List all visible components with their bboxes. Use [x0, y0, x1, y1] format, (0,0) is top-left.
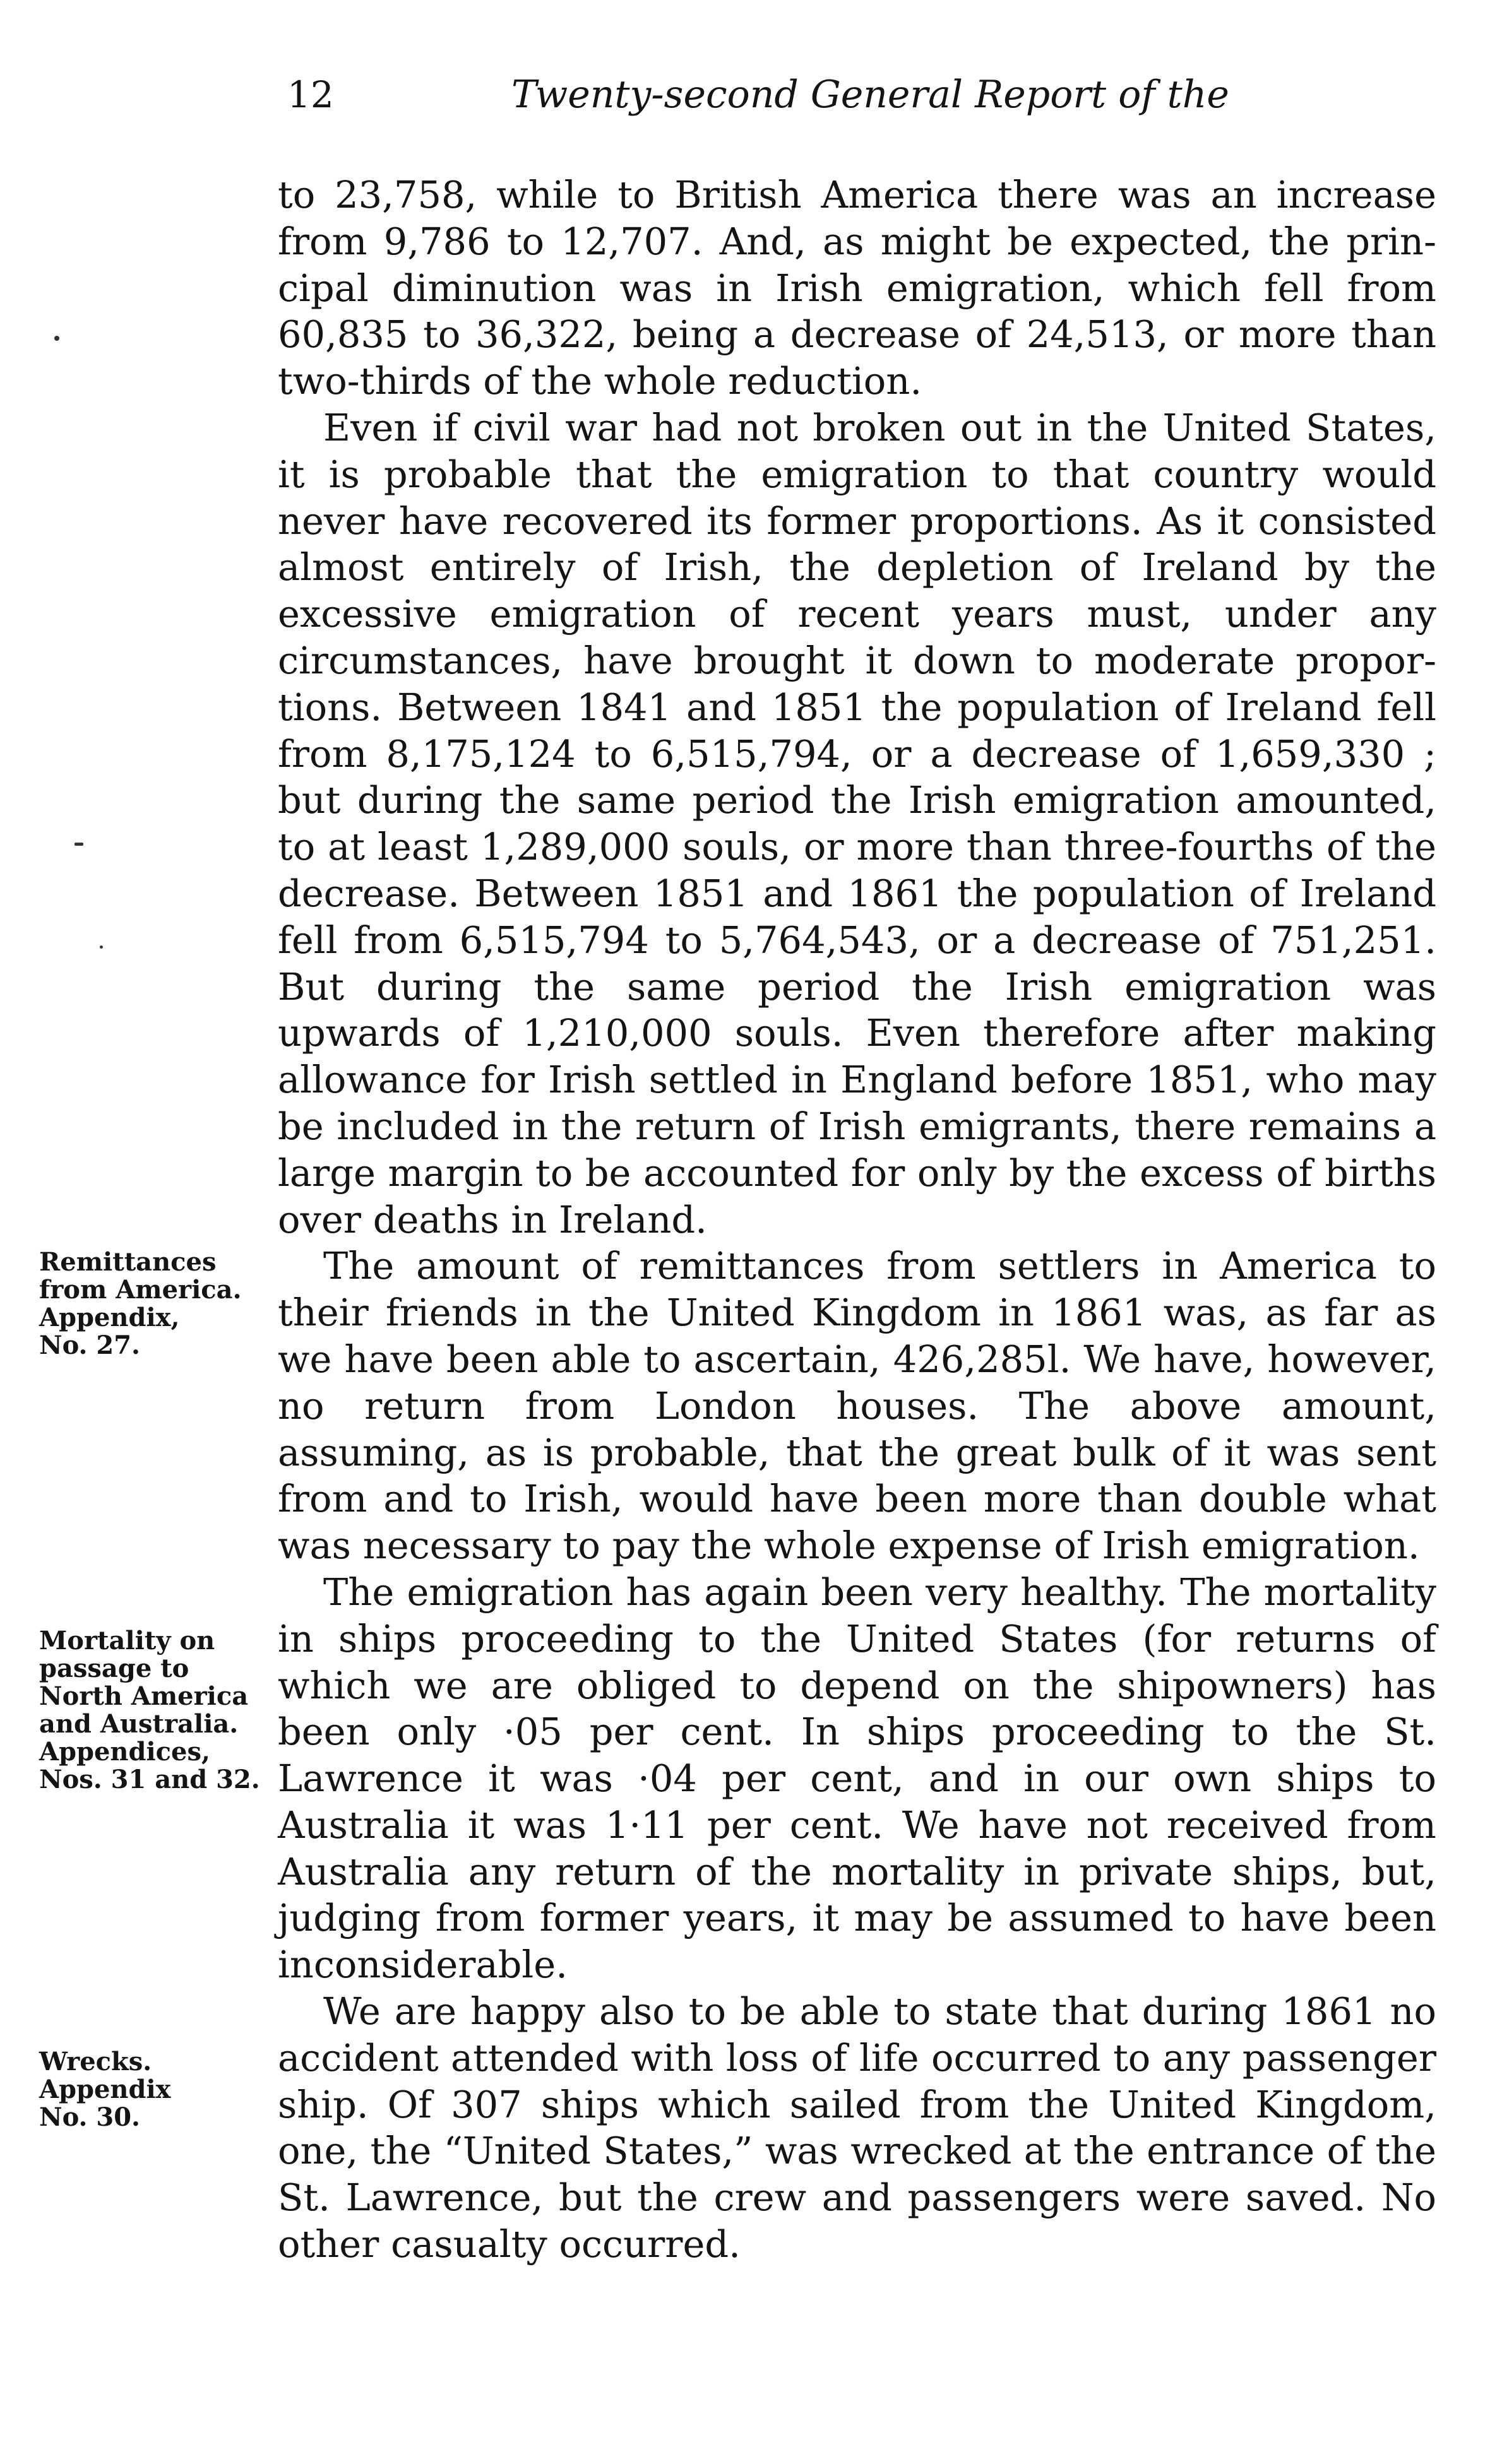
margin-note-line: Wrecks.	[39, 2047, 152, 2076]
margin-note-mortality	[39, 1627, 279, 1794]
margin-note-wrecks	[39, 2048, 279, 2131]
margin-note-line: Appendix	[39, 2075, 171, 2104]
margin-note-line: from America.	[39, 1275, 242, 1305]
margin-note-line: North America	[39, 1681, 249, 1711]
body-text	[278, 172, 1436, 2268]
paragraph-mortality: The emigration has again been very healthy. The mortality in ships proceeding to the United States (for returns of which we are obliged to depend on the shipowners) has been only ·05 per cent. In ships proceeding to the St. Lawrence it was ·04 per cent, and in our own ships to Australia it was 1·11 per cent. We have not received from Australia any return of the mortality in private ships, but, judging from former years, it may be assumed to have been inconsiderable.	[278, 1570, 1436, 1987]
margin-note-remittances	[39, 1248, 279, 1359]
paragraph-emigration-figures: to 23,758, while to British America there was an increase from 9,786 to 12,707. And, as might be expected, the principal diminution was in Irish emigration, which fell from 60,835 to 36,322, being a decrease of 24,513, or more than two-thirds of the whole reduction.	[278, 173, 1436, 403]
margin-note-line: Appendix,	[39, 1303, 180, 1332]
running-title: Twenty-second General Report of the	[511, 73, 1229, 117]
margin-note-line: and Australia.	[39, 1709, 239, 1739]
ink-speck	[54, 336, 59, 341]
margin-note-line: Nos. 31 and 32.	[39, 1765, 260, 1794]
margin-note-line: No. 27.	[39, 1330, 140, 1360]
margin-note-line: No. 30.	[39, 2102, 140, 2132]
page-number: 12	[287, 73, 334, 116]
page-header	[287, 69, 1443, 120]
margin-note-line: passage to	[39, 1654, 189, 1683]
margin-note-line: Appendices,	[39, 1737, 210, 1767]
paragraph-remittances: The amount of remittances from settlers in America to their friends in the United Kingdom in 1861 was, as far as we have been able to ascertain, 426,285l. We have, however, no return from London houses. The above amount, assuming, as is probable, that the great bulk of it was sent from and to Irish, would have been more than double what was necessary to pay the whole expense of Irish emigration.	[278, 1244, 1436, 1568]
ink-speck	[100, 945, 103, 949]
margin-note-line: Mortality on	[39, 1626, 215, 1656]
paragraph-wrecks: We are happy also to be able to state that during 1861 no accident attended with loss of life occurred to any passenger ship. Of 307 ships which sailed from the United Kingdom, one, the “United States,” was wrecked at the entrance of the St. Lawrence, but the crew and passengers were saved. No other casualty occurred.	[278, 1989, 1436, 2266]
paragraph-civil-war-ireland: Even if civil war had not broken out in the United States, it is probable that the emigration to that country would never have recovered its former proportions. As it consisted almost entirely of Irish, the depletion of Ireland by the excessive emigration of recent years must, under any circumstances, have brought it down to moderate proportions. Between 1841 and 1851 the population of Ireland fell from 8,175,124 to 6,515,794, or a decrease of 1,659,330 ; but during the same period the Irish emigration amounted, to at least 1,289,000 souls, or more than three-fourths of the decrease. Between 1851 and 1861 the population of Ireland fell from 6,515,794 to 5,764,543, or a decrease of 751,251. But during the same period the Irish emigration was upwards of 1,210,000 souls. Even therefore after making allowance for Irish settled in England before 1851, who may be included in the return of Irish emigrants, there remains a large margin to be accounted for only by the excess of births over deaths in Ireland.	[278, 405, 1436, 1241]
margin-note-line: Remittances	[39, 1247, 217, 1277]
ink-speck	[74, 843, 83, 846]
